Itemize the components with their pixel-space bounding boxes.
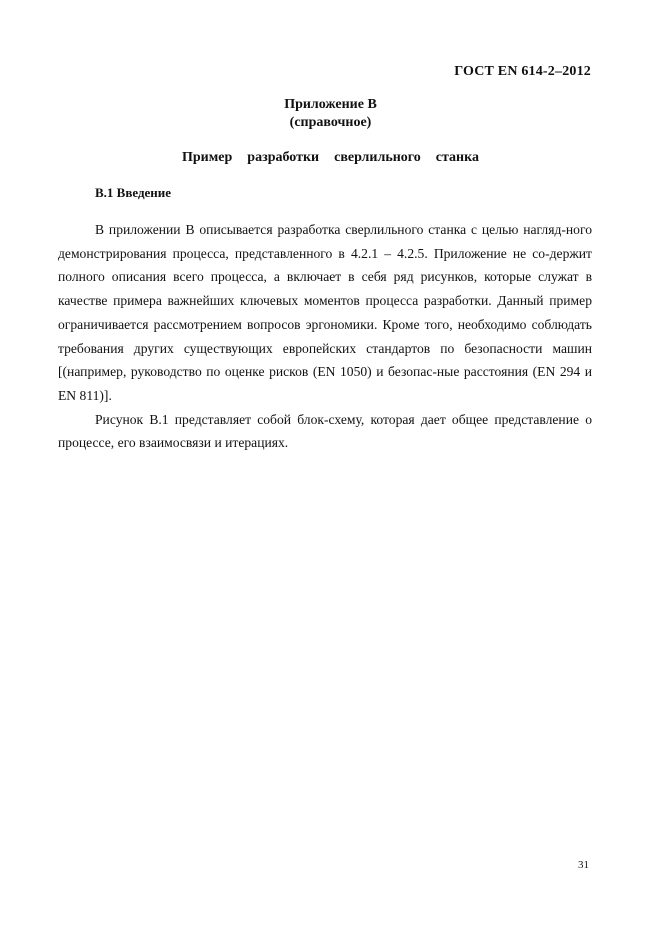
section-heading: В.1 Введение bbox=[95, 185, 172, 200]
body-text bbox=[58, 218, 592, 455]
appendix-subtitle: (справочное) bbox=[289, 115, 372, 130]
example-title: Пример разработки сверлильного станка bbox=[182, 150, 479, 165]
appendix-heading bbox=[0, 96, 661, 132]
document-code: ГОСТ EN 614-2–2012 bbox=[454, 64, 591, 79]
paragraph-figure-ref: Рисунок В.1 представляет собой блок-схему, которая дает общее представление о процессе, его взаимосвязи и итерациях. bbox=[58, 411, 592, 451]
paragraph-intro: В приложении В описывается разработка сверлильного станка с целью нагляд-ного демонстрирования процесса, представленного в 4.2.1 – 4.2.5. Приложение не со-держит полного описания всего процесса, а включает в себя ряд рисунков, которые служат в качестве примера важнейших ключевых моментов процесса разработки. Данный пример ограничивается рассмотрением вопросов эргономики. Кроме того, необходимо соблюдать требования других существующих европейских стандартов по безопасности машин [(например, руководство по оценке рисков (EN 1050) и безопас-ные расстояния (EN 294 и EN 811)]. bbox=[58, 222, 592, 403]
page-number: 31 bbox=[578, 859, 589, 871]
appendix-title: Приложение В bbox=[284, 97, 377, 112]
